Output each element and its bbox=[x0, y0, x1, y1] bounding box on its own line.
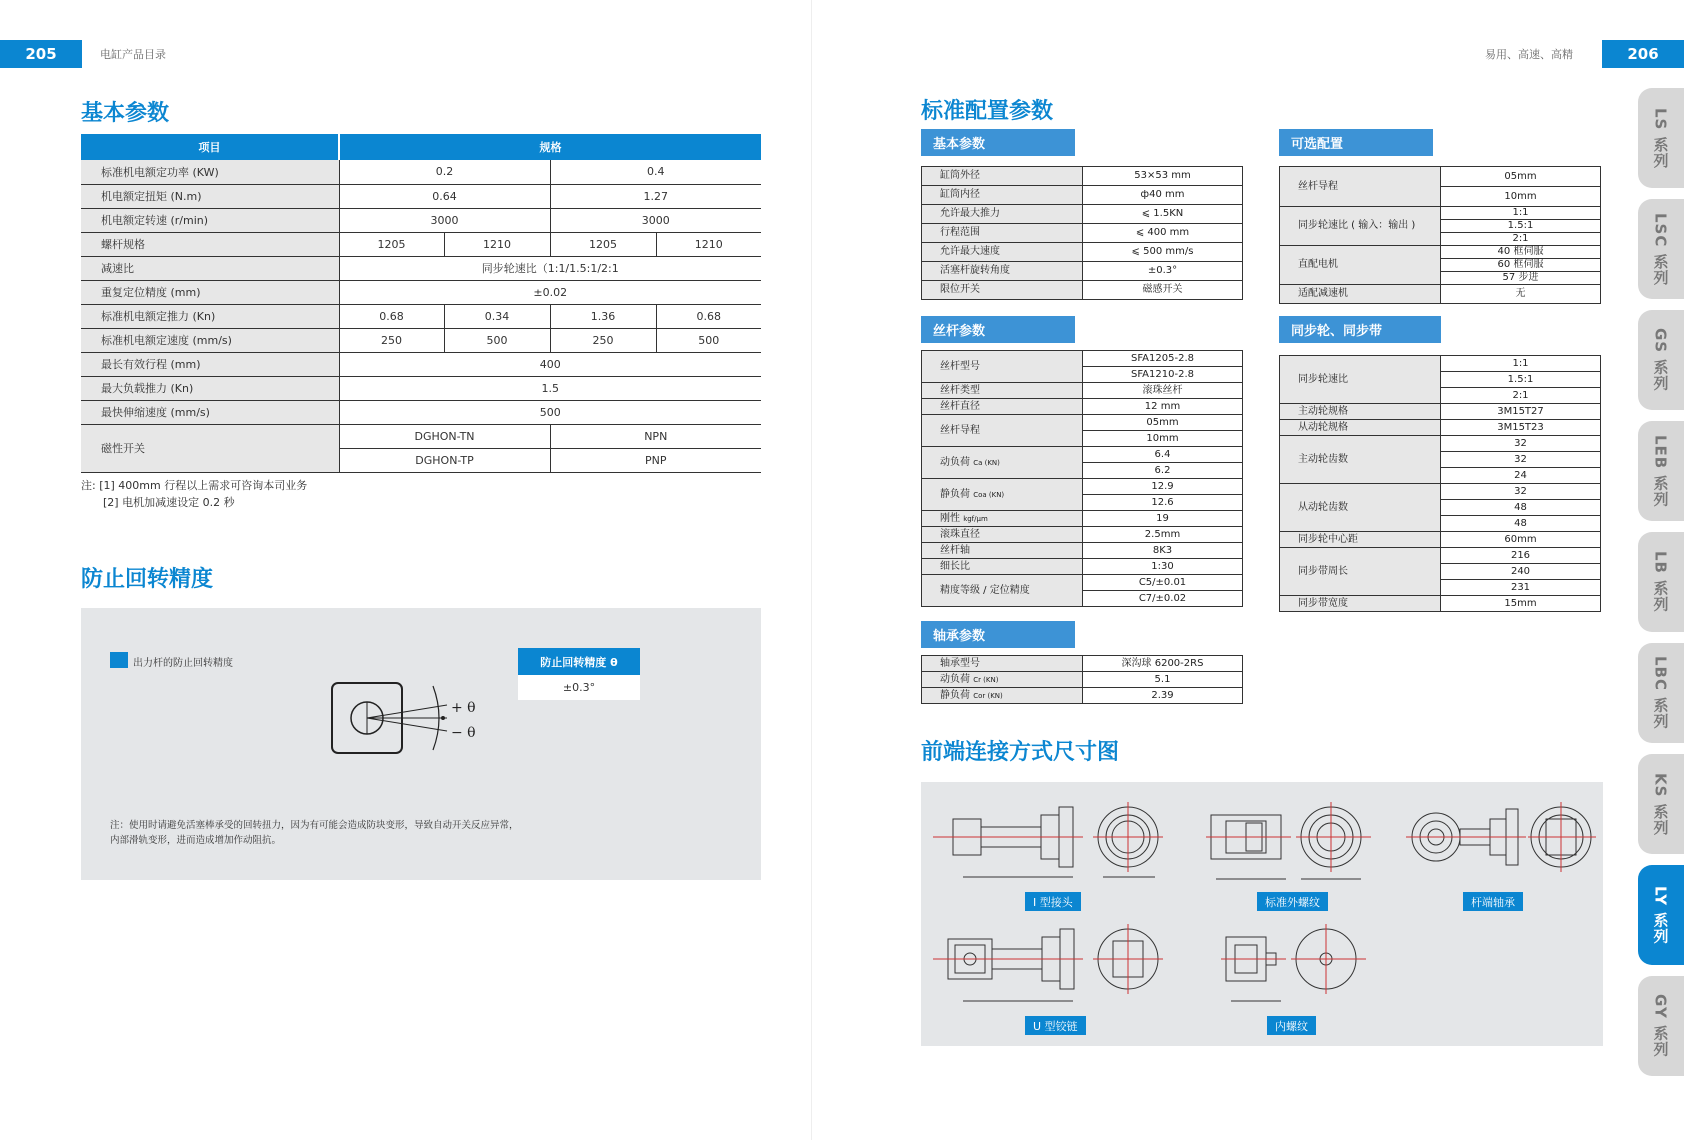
tag-rod-end-bearing: 杆端轴承 bbox=[1463, 892, 1523, 911]
bearing-model-value: 深沟球 6200-2RS bbox=[1083, 656, 1243, 672]
bearing-model-label: 轴承型号 bbox=[922, 656, 1083, 672]
right-page-number: 206 bbox=[1602, 40, 1684, 68]
row-value: 500 bbox=[339, 400, 761, 424]
opt-lead-value: 05mm bbox=[1441, 167, 1601, 187]
tab-gy-series[interactable]: GY 系列 bbox=[1638, 976, 1684, 1076]
screw-lead-value: 10mm bbox=[1083, 431, 1243, 447]
std-basic-value: ±0.3° bbox=[1083, 262, 1243, 281]
screw-slender-label: 细长比 bbox=[922, 559, 1083, 575]
bearing-cor-unit: Cor (KN) bbox=[973, 691, 1003, 700]
row-value: 1205 bbox=[339, 232, 444, 256]
sync-nteeth-value: 32 bbox=[1441, 484, 1601, 500]
row-value: 1.5 bbox=[339, 376, 761, 400]
internal-thread-drawing bbox=[1221, 919, 1371, 1019]
legend-label: 出力杆的防止回转精度 bbox=[133, 658, 233, 669]
screw-table bbox=[921, 350, 1243, 607]
row-value: DGHON-TP bbox=[339, 448, 550, 472]
std-basic-label: 允许最大推力 bbox=[922, 205, 1083, 224]
screw-ball-value: 2.5mm bbox=[1083, 527, 1243, 543]
table-row bbox=[81, 304, 761, 328]
front-connection-panel bbox=[921, 782, 1603, 1046]
sync-dteeth-value: 32 bbox=[1441, 452, 1601, 468]
sync-center-label: 同步轮中心距 bbox=[1280, 532, 1441, 548]
row-value: 500 bbox=[656, 328, 761, 352]
row-label: 机电额定扭矩 (N.m) bbox=[81, 184, 339, 208]
right-header-title: 易用、高速、高精 bbox=[1485, 48, 1573, 61]
row-label: 最长有效行程 (mm) bbox=[81, 352, 339, 376]
bearing-cor-value: 2.39 bbox=[1083, 688, 1243, 704]
external-thread-drawing bbox=[1206, 797, 1376, 897]
screw-ca-unit: Ca (KN) bbox=[973, 458, 1000, 467]
row-label: 标准机电额定功率 (KW) bbox=[81, 160, 339, 184]
opt-table bbox=[1279, 166, 1601, 304]
screw-coa-label bbox=[922, 479, 1083, 511]
screw-rig-label bbox=[922, 511, 1083, 527]
opt-motor-value: 60 框伺服 bbox=[1441, 259, 1601, 272]
screw-model-value: SFA1210-2.8 bbox=[1083, 367, 1243, 383]
row-value: 250 bbox=[550, 328, 656, 352]
screw-model-label: 丝杆型号 bbox=[922, 351, 1083, 383]
table-row bbox=[81, 256, 761, 280]
std-basic-label: 活塞杆旋转角度 bbox=[922, 262, 1083, 281]
row-value: 400 bbox=[339, 352, 761, 376]
col-spec: 规格 bbox=[339, 134, 761, 160]
sync-nteeth-label: 从动轮齿数 bbox=[1280, 484, 1441, 532]
std-basic-label: 缸筒内径 bbox=[922, 186, 1083, 205]
row-label: 磁性开关 bbox=[81, 424, 339, 472]
tab-ly-series[interactable]: LY 系列 bbox=[1638, 865, 1684, 965]
row-value: 0.68 bbox=[339, 304, 444, 328]
minus-theta: − θ bbox=[451, 725, 476, 741]
table-row bbox=[922, 186, 1243, 205]
std-basic-table bbox=[921, 166, 1243, 300]
sync-center-value: 60mm bbox=[1441, 532, 1601, 548]
screw-lead-label: 丝杆导程 bbox=[922, 415, 1083, 447]
tag-i-joint: I 型接头 bbox=[1025, 892, 1081, 911]
std-config-title: 标准配置参数 bbox=[921, 99, 1054, 124]
anti-note bbox=[110, 818, 519, 848]
bearing-cr-unit: Cr (KN) bbox=[973, 675, 999, 684]
tag-u-hinge: U 型铰链 bbox=[1025, 1016, 1086, 1035]
tab-lb-series[interactable]: LB 系列 bbox=[1638, 532, 1684, 632]
std-basic-value: ⩽ 500 mm/s bbox=[1083, 243, 1243, 262]
row-label: 减速比 bbox=[81, 256, 339, 280]
table-row bbox=[81, 280, 761, 304]
screw-lead-value: 05mm bbox=[1083, 415, 1243, 431]
table-row bbox=[922, 167, 1243, 186]
bearing-table bbox=[921, 655, 1243, 704]
screw-coa-name: 静负荷 bbox=[940, 488, 970, 500]
row-value: 250 bbox=[339, 328, 444, 352]
table-row bbox=[81, 160, 761, 184]
table-row bbox=[922, 262, 1243, 281]
sync-driven-value: 3M15T23 bbox=[1441, 420, 1601, 436]
screw-ca-name: 动负荷 bbox=[940, 456, 970, 468]
std-basic-value: 磁感开关 bbox=[1083, 281, 1243, 300]
sync-belt-label: 同步带周长 bbox=[1280, 548, 1441, 596]
row-value: 500 bbox=[444, 328, 550, 352]
std-basic-value: 53×53 mm bbox=[1083, 167, 1243, 186]
sync-dteeth-label: 主动轮齿数 bbox=[1280, 436, 1441, 484]
std-basic-label: 限位开关 bbox=[922, 281, 1083, 300]
basic-params-title: 基本参数 bbox=[81, 101, 170, 126]
page-divider bbox=[811, 0, 812, 1140]
screw-coa-value: 12.6 bbox=[1083, 495, 1243, 511]
row-value: 1210 bbox=[444, 232, 550, 256]
sync-dteeth-value: 32 bbox=[1441, 436, 1601, 452]
tab-gs-series[interactable]: GS 系列 bbox=[1638, 310, 1684, 410]
table-row bbox=[81, 352, 761, 376]
row-value: 同步轮速比（1:1/1.5:1/2:1 bbox=[339, 256, 761, 280]
tag-external-thread: 标准外螺纹 bbox=[1257, 892, 1328, 911]
std-basic-value: ⩽ 400 mm bbox=[1083, 224, 1243, 243]
row-value: 0.68 bbox=[656, 304, 761, 328]
std-basic-header: 基本参数 bbox=[921, 129, 1075, 156]
col-item: 项目 bbox=[81, 134, 339, 160]
std-basic-label: 允许最大速度 bbox=[922, 243, 1083, 262]
opt-motor-value: 40 框伺服 bbox=[1441, 246, 1601, 259]
table-row bbox=[81, 400, 761, 424]
basic-note-1: 注: [1] 400mm 行程以上需求可咨询本司业务 bbox=[81, 479, 308, 492]
plus-theta: + θ bbox=[451, 700, 476, 716]
sync-ratio-value: 1.5:1 bbox=[1441, 372, 1601, 388]
screw-shaft-label: 丝杆轴 bbox=[922, 543, 1083, 559]
basic-note-2: [2] 电机加减速设定 0.2 秒 bbox=[103, 496, 235, 509]
sync-width-value: 15mm bbox=[1441, 596, 1601, 612]
anti-rotation-panel bbox=[81, 608, 761, 880]
tag-internal-thread: 内螺纹 bbox=[1267, 1016, 1316, 1035]
sync-drive-label: 主动轮规格 bbox=[1280, 404, 1441, 420]
sync-driven-label: 从动轮规格 bbox=[1280, 420, 1441, 436]
screw-grade-value: C7/±0.02 bbox=[1083, 591, 1243, 607]
row-value: PNP bbox=[550, 448, 761, 472]
bearing-cr-name: 动负荷 bbox=[940, 673, 970, 685]
row-label: 标准机电额定推力 (Kn) bbox=[81, 304, 339, 328]
row-label: 标准机电额定速度 (mm/s) bbox=[81, 328, 339, 352]
table-row bbox=[81, 208, 761, 232]
screw-dia-value: 12 mm bbox=[1083, 399, 1243, 415]
screw-dia-label: 丝杆直径 bbox=[922, 399, 1083, 415]
table-row bbox=[81, 232, 761, 256]
sync-belt-value: 240 bbox=[1441, 564, 1601, 580]
table-row bbox=[922, 243, 1243, 262]
opt-motor-label: 直配电机 bbox=[1280, 246, 1441, 285]
tab-ks-series[interactable]: KS 系列 bbox=[1638, 754, 1684, 854]
screw-coa-unit: Coa (KN) bbox=[973, 490, 1005, 499]
screw-coa-value: 12.9 bbox=[1083, 479, 1243, 495]
opt-ratio-value: 1:1 bbox=[1441, 207, 1601, 220]
rod-end-bearing-drawing bbox=[1406, 797, 1596, 897]
row-value: ±0.02 bbox=[339, 280, 761, 304]
sync-ratio-value: 1:1 bbox=[1441, 356, 1601, 372]
row-value: 1.27 bbox=[550, 184, 761, 208]
table-row bbox=[922, 205, 1243, 224]
bearing-cr-label bbox=[922, 672, 1083, 688]
screw-ball-label: 滚珠直径 bbox=[922, 527, 1083, 543]
opt-reducer-label: 适配减速机 bbox=[1280, 285, 1441, 304]
row-label: 最快伸缩速度 (mm/s) bbox=[81, 400, 339, 424]
sync-belt-value: 231 bbox=[1441, 580, 1601, 596]
left-header-title: 电缸产品目录 bbox=[100, 48, 166, 61]
screw-type-value: 滚珠丝杆 bbox=[1083, 383, 1243, 399]
std-basic-label: 行程范围 bbox=[922, 224, 1083, 243]
bearing-cor-label bbox=[922, 688, 1083, 704]
screw-ca-label bbox=[922, 447, 1083, 479]
row-value: DGHON-TN bbox=[339, 424, 550, 448]
anti-rotation-title: 防止回转精度 bbox=[81, 567, 214, 592]
screw-shaft-value: 8K3 bbox=[1083, 543, 1243, 559]
sync-header: 同步轮、同步带 bbox=[1279, 316, 1441, 343]
screw-rig-name: 刚性 bbox=[940, 512, 960, 524]
std-basic-value: ф40 mm bbox=[1083, 186, 1243, 205]
opt-ratio-label: 同步轮速比 ( 输入：输出 ) bbox=[1280, 207, 1441, 246]
tab-leb-series[interactable]: LEB 系列 bbox=[1638, 421, 1684, 521]
row-label: 重复定位精度 (mm) bbox=[81, 280, 339, 304]
table-row bbox=[81, 184, 761, 208]
screw-slender-value: 1:30 bbox=[1083, 559, 1243, 575]
anti-box-value: ±0.3° bbox=[518, 675, 640, 700]
sync-ratio-value: 2:1 bbox=[1441, 388, 1601, 404]
opt-ratio-value: 1.5:1 bbox=[1441, 220, 1601, 233]
table-row bbox=[922, 281, 1243, 300]
row-label: 螺杆规格 bbox=[81, 232, 339, 256]
sync-belt-value: 216 bbox=[1441, 548, 1601, 564]
screw-rig-value: 19 bbox=[1083, 511, 1243, 527]
row-value: 0.4 bbox=[550, 160, 761, 184]
sync-dteeth-value: 24 bbox=[1441, 468, 1601, 484]
row-value: 3000 bbox=[550, 208, 761, 232]
screw-rig-unit: kgf/μm bbox=[963, 514, 988, 523]
opt-lead-value: 10mm bbox=[1441, 187, 1601, 207]
row-value: NPN bbox=[550, 424, 761, 448]
opt-header: 可选配置 bbox=[1279, 129, 1433, 156]
sync-nteeth-value: 48 bbox=[1441, 516, 1601, 532]
tab-lsc-series[interactable]: LSC 系列 bbox=[1638, 199, 1684, 299]
anti-note-line-2: 内部滑轨变形，进而造成增加作动阻抗。 bbox=[110, 835, 282, 846]
sync-nteeth-value: 48 bbox=[1441, 500, 1601, 516]
opt-ratio-value: 2:1 bbox=[1441, 233, 1601, 246]
sync-ratio-label: 同步轮速比 bbox=[1280, 356, 1441, 404]
table-row bbox=[922, 224, 1243, 243]
bearing-cor-name: 静负荷 bbox=[940, 689, 970, 701]
row-value: 3000 bbox=[339, 208, 550, 232]
rotation-diagram bbox=[321, 678, 531, 778]
basic-params-table bbox=[81, 134, 761, 473]
table-row bbox=[81, 328, 761, 352]
tab-ls-series[interactable]: LS 系列 bbox=[1638, 88, 1684, 188]
screw-ca-value: 6.4 bbox=[1083, 447, 1243, 463]
row-label: 机电额定转速 (r/min) bbox=[81, 208, 339, 232]
screw-grade-value: C5/±0.01 bbox=[1083, 575, 1243, 591]
row-value: 0.64 bbox=[339, 184, 550, 208]
opt-reducer-value: 无 bbox=[1441, 285, 1601, 304]
front-connection-title: 前端连接方式尺寸图 bbox=[921, 740, 1120, 765]
legend-swatch bbox=[110, 652, 128, 668]
screw-type-label: 丝杆类型 bbox=[922, 383, 1083, 399]
row-label: 最大负载推力 (Kn) bbox=[81, 376, 339, 400]
screw-model-value: SFA1205-2.8 bbox=[1083, 351, 1243, 367]
std-basic-value: ⩽ 1.5KN bbox=[1083, 205, 1243, 224]
i-joint-drawing bbox=[933, 797, 1163, 897]
sync-table bbox=[1279, 355, 1601, 612]
std-basic-label: 缸筒外径 bbox=[922, 167, 1083, 186]
opt-lead-label: 丝杆导程 bbox=[1280, 167, 1441, 207]
row-value: 0.34 bbox=[444, 304, 550, 328]
u-hinge-drawing bbox=[933, 919, 1163, 1019]
tab-lbc-series[interactable]: LBC 系列 bbox=[1638, 643, 1684, 743]
row-value: 1205 bbox=[550, 232, 656, 256]
opt-motor-value: 57 步进 bbox=[1441, 272, 1601, 285]
sync-width-label: 同步带宽度 bbox=[1280, 596, 1441, 612]
left-page-number: 205 bbox=[0, 40, 82, 68]
bearing-header: 轴承参数 bbox=[921, 621, 1075, 648]
table-row bbox=[81, 424, 761, 448]
anti-box-title: 防止回转精度 θ bbox=[518, 648, 640, 675]
row-value: 1210 bbox=[656, 232, 761, 256]
screw-grade-label: 精度等级 / 定位精度 bbox=[922, 575, 1083, 607]
sync-drive-value: 3M15T27 bbox=[1441, 404, 1601, 420]
screw-ca-value: 6.2 bbox=[1083, 463, 1243, 479]
row-value: 0.2 bbox=[339, 160, 550, 184]
bearing-cr-value: 5.1 bbox=[1083, 672, 1243, 688]
row-value: 1.36 bbox=[550, 304, 656, 328]
table-row bbox=[81, 376, 761, 400]
anti-note-line-1: 注：使用时请避免活塞棒承受的回转扭力，因为有可能会造成防块变形，导致自动开关反应异常， bbox=[110, 820, 519, 831]
screw-header: 丝杆参数 bbox=[921, 316, 1075, 343]
